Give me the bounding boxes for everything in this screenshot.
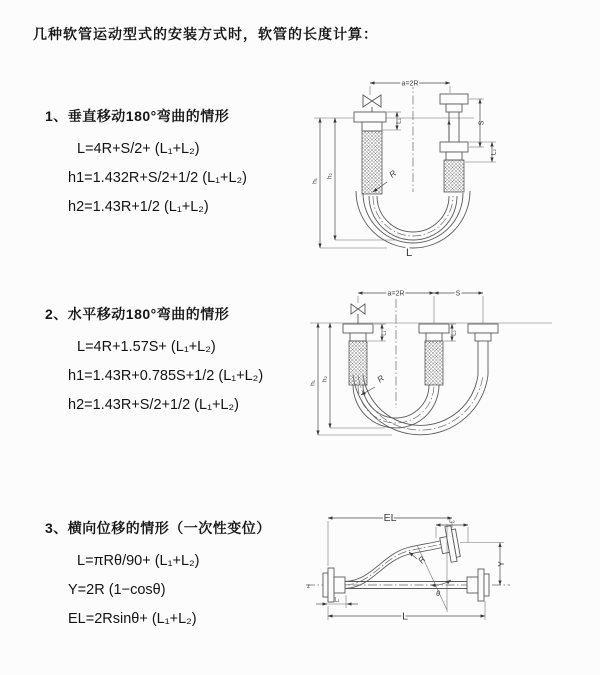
section-1-heading: 1、垂直移动180°弯曲的情形 <box>45 108 230 124</box>
middle-leg-fitting <box>419 324 449 385</box>
fitting-hub <box>467 577 478 593</box>
formula-line: h2=1.43R+S/2+1/2 (L₁+L₂) <box>68 397 239 413</box>
section-2-heading: 2、水平移动180°弯曲的情形 <box>45 306 230 322</box>
fitting-neck <box>350 333 366 341</box>
formula-line: h2=1.43R+1/2 (L₁+L₂) <box>68 199 209 215</box>
hose-u-curves <box>353 372 488 435</box>
valve-icon <box>351 304 365 324</box>
fitting-neck <box>426 333 442 341</box>
fitting-hub <box>334 577 345 593</box>
formula-line: L=πRθ/90+ (L₁+L₂) <box>77 553 200 569</box>
section-3-heading: 3、横向位移的情形（一次性变位） <box>45 520 271 536</box>
flange <box>354 112 386 122</box>
radius-callout <box>409 552 427 565</box>
braided-hose-section <box>425 341 443 385</box>
angle-theta-label: θ <box>436 591 440 598</box>
left-leg-fitting <box>343 304 373 385</box>
flange <box>343 324 373 333</box>
section-1 <box>45 106 305 222</box>
flange-plate <box>478 569 484 601</box>
valve-icon <box>363 95 381 112</box>
dim-l1-label: L₁ <box>395 118 403 124</box>
dim-l-label: L <box>402 610 408 623</box>
flange-disc <box>484 574 489 596</box>
dim-h1-label: h₁ <box>309 380 317 386</box>
dim-s-label: S <box>455 290 461 298</box>
dimension-a2r <box>358 291 434 298</box>
dimension-a2r <box>370 80 450 95</box>
right-flange-original <box>467 569 489 601</box>
flange <box>440 94 468 104</box>
dimension-stroke-s <box>434 291 483 298</box>
formula-line: L=4R+S/2+ (L₁+L₂) <box>77 141 200 157</box>
braided-hose-section <box>362 131 382 194</box>
dim-h2-label: h₂ <box>321 375 329 383</box>
radius-label: R <box>387 167 399 180</box>
dim-l1-label: L₁ <box>334 597 340 604</box>
section-3 <box>45 518 305 634</box>
flange <box>419 324 449 333</box>
radius-label: R <box>415 554 428 566</box>
section-3-formulas <box>68 547 305 634</box>
dim-l2-label: L₂ <box>451 330 458 336</box>
angle-construction <box>417 545 451 610</box>
fitting-neck <box>475 333 491 341</box>
braided-hose-section <box>444 160 464 192</box>
dim-l2-label: L₂ <box>490 148 498 156</box>
braided-hose-section <box>349 341 367 385</box>
formula-line: h1=1.432R+S/2+1/2 (L₁+L₂) <box>68 170 248 186</box>
formula-line: Y=2R (1−cosθ) <box>68 582 166 598</box>
left-leg-fitting <box>354 95 386 194</box>
dim-a2r-label: a=2R <box>387 290 405 298</box>
axis-mark: z <box>307 584 310 590</box>
formula-line: L=4R+1.57S+ (L₁+L₂) <box>77 339 216 355</box>
length-label: L <box>405 247 413 259</box>
section-1-formulas <box>68 135 305 222</box>
dim-a2r-label: a=2R <box>401 80 419 88</box>
formula-line: EL=2Rsinθ+ (L₁+L₂) <box>68 611 197 627</box>
dim-h1-label: h₁ <box>311 178 319 184</box>
diagram-horizontal-180-bend <box>300 283 572 451</box>
section-2 <box>45 304 305 420</box>
dimension-l1 <box>316 595 358 608</box>
dimension-stroke-s <box>469 99 486 147</box>
right-leg-fitting <box>440 94 468 192</box>
dim-el-label: EL <box>383 512 397 524</box>
fitting-neck <box>446 104 462 112</box>
diagram-vertical-180-bend <box>302 66 564 262</box>
section-2-formulas <box>68 333 305 420</box>
dim-y-label: Y <box>497 561 506 567</box>
flange <box>440 142 468 152</box>
fitting-neck <box>446 152 462 160</box>
dim-s-label: S <box>478 120 486 126</box>
page-title: 几种软管运动型式的安装方式时，软管的长度计算： <box>33 26 378 42</box>
flange-disc <box>323 573 328 597</box>
formula-line: h1=1.43R+0.785S+1/2 (L₁+L₂) <box>68 368 264 384</box>
dimension-l2 <box>465 142 498 162</box>
right-leg-fitting <box>468 324 498 375</box>
fitting-neck <box>362 122 382 131</box>
flange-plate <box>328 568 334 602</box>
dim-l2-label: L₂ <box>449 518 455 525</box>
flange <box>468 324 498 333</box>
radius-label: R <box>375 372 387 385</box>
dimension-el <box>328 512 452 566</box>
right-flange-displaced <box>438 525 461 563</box>
diagram-lateral-displacement <box>300 498 595 650</box>
dim-l1-label: L₁ <box>381 330 388 336</box>
hose-u-curves <box>356 191 470 248</box>
dim-h2-label: h₂ <box>326 172 334 180</box>
